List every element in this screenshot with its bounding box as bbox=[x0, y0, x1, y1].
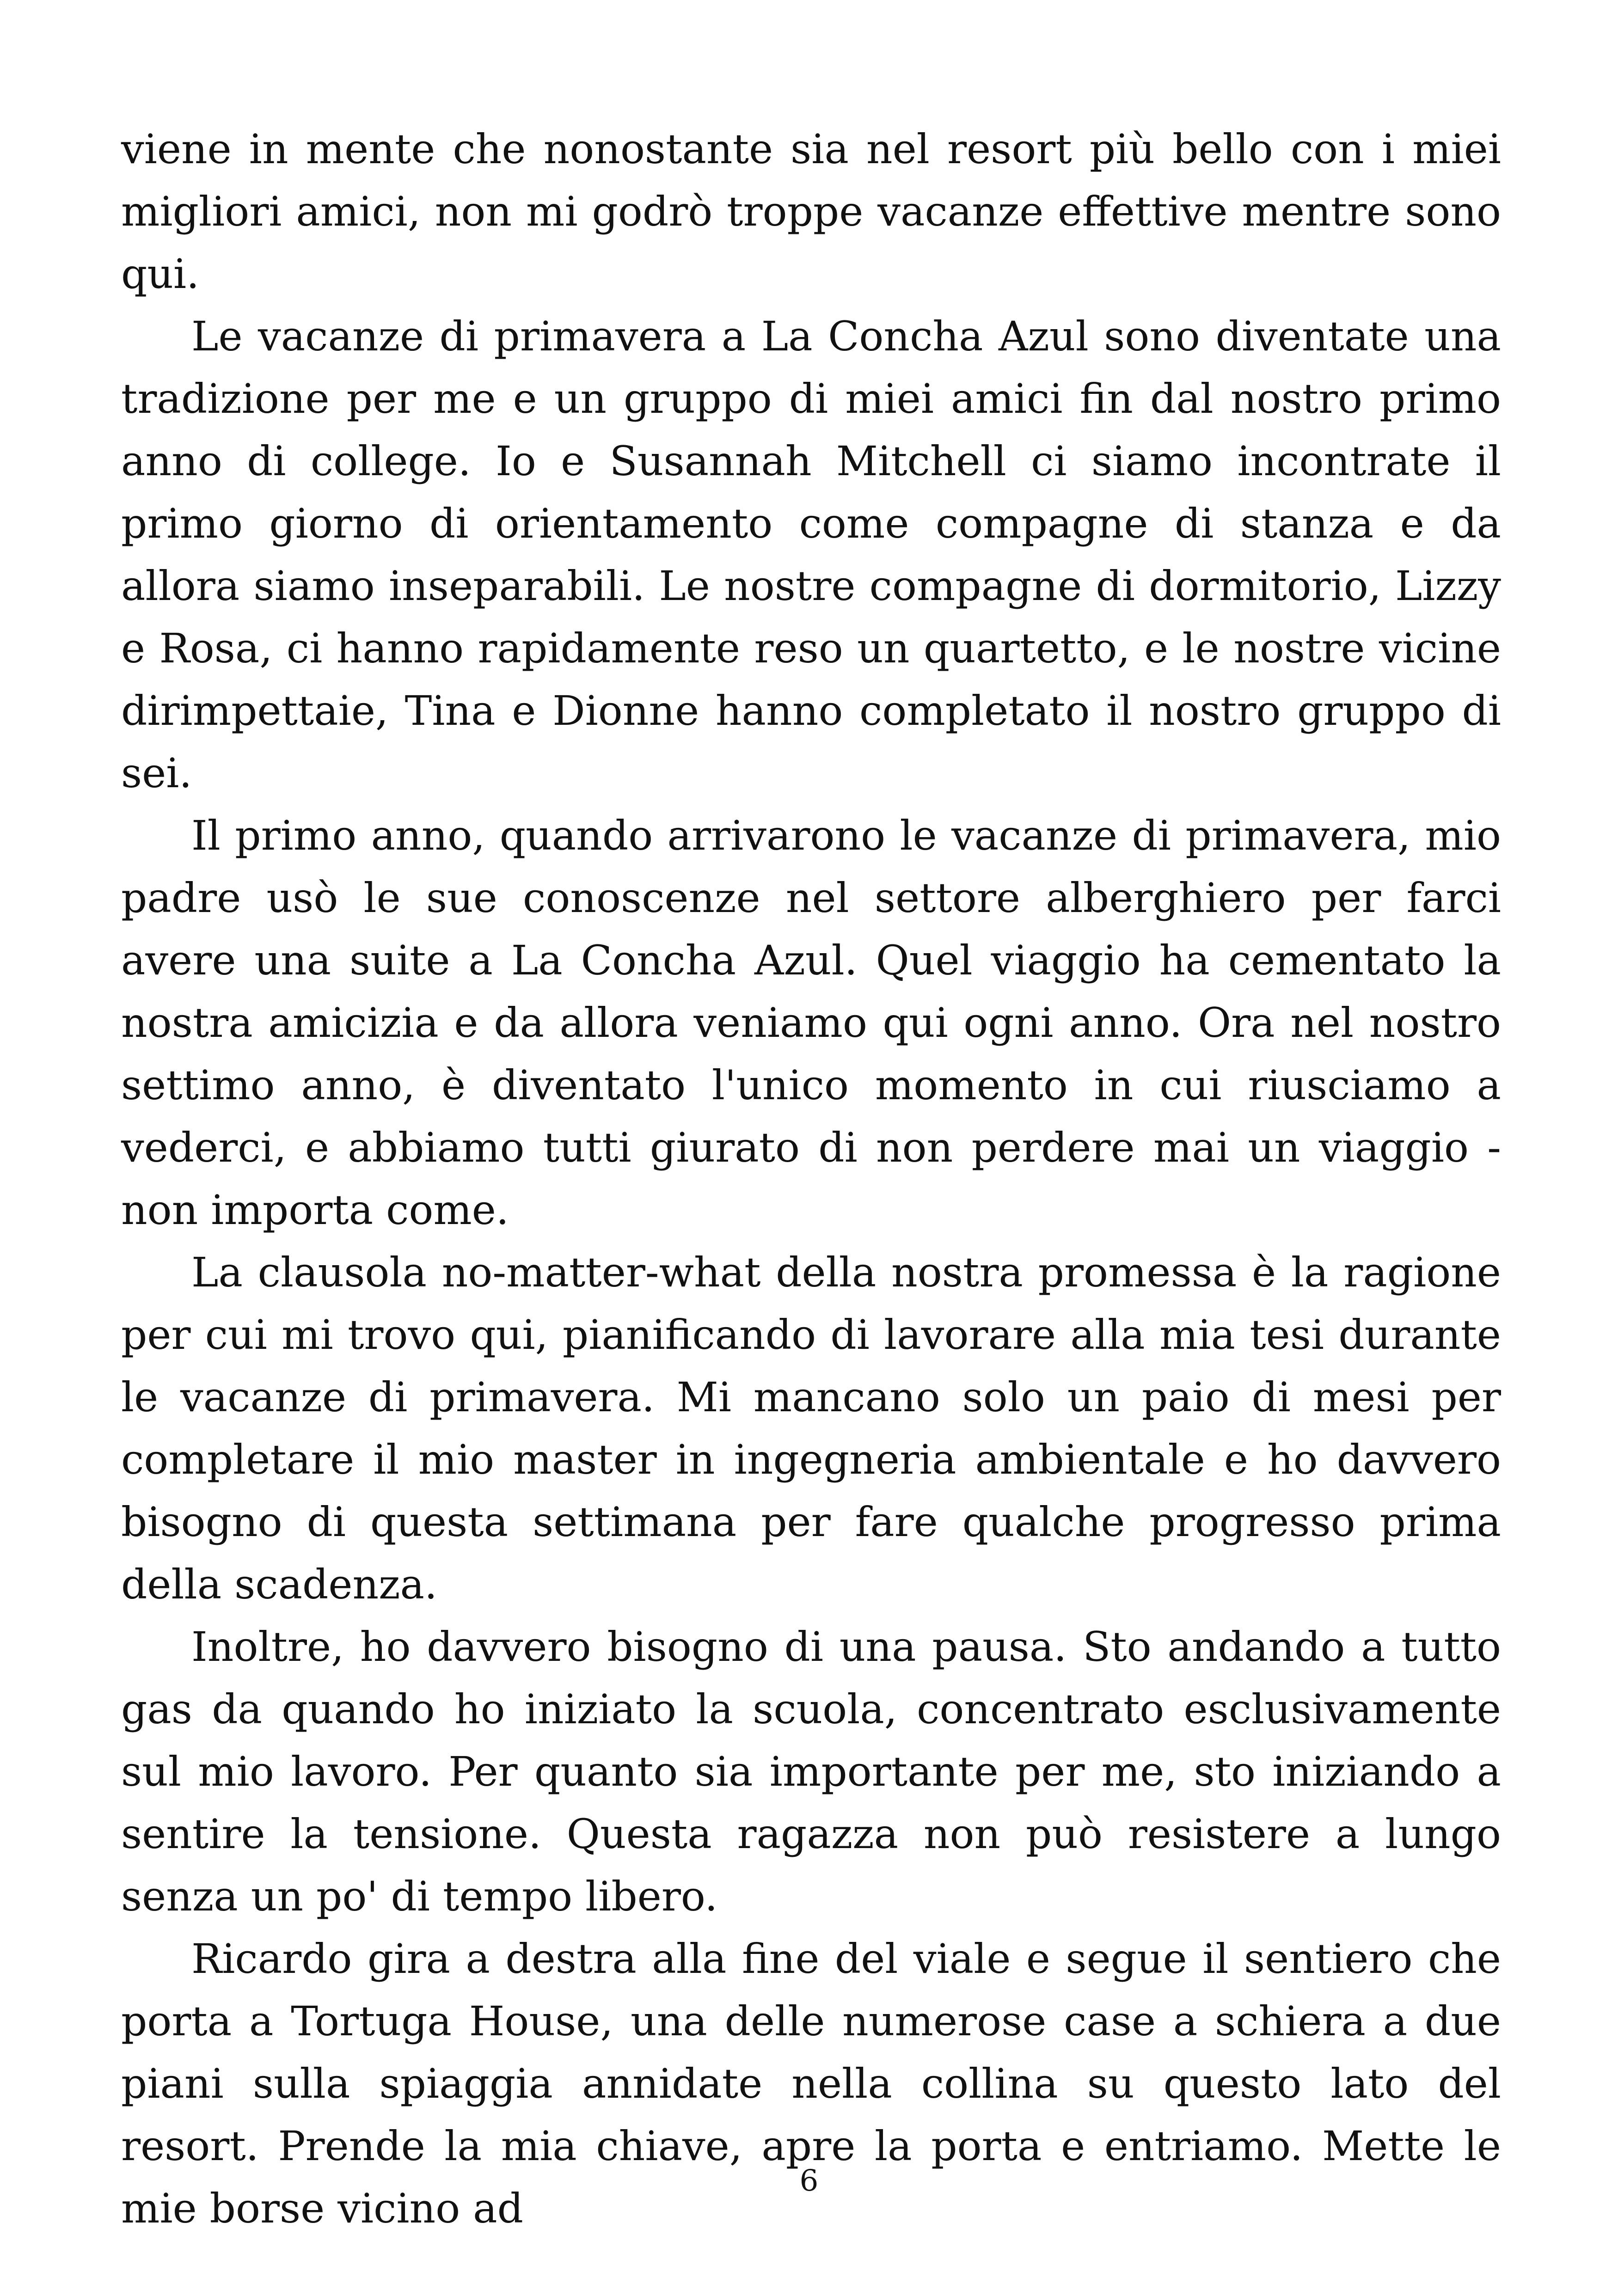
paragraph: Il primo anno, quando arrivarono le vacanze di primavera, mio padre usò le sue conoscenze nel settore alberghiero per farci avere una suite a La Concha Azul. Quel viaggio ha cementato la nostra amicizia e da allora veniamo qui ogni anno. Ora nel nostro settimo anno, è diventato l'unico momento in cui riusciamo a vederci, e abbiamo tutti giurato di non perdere mai un viaggio - non importa come. bbox=[121, 812, 1501, 1234]
paragraph: Le vacanze di primavera a La Concha Azul sono diventate una tradizione per me e un gruppo di miei amici fin dal nostro primo anno di college. Io e Susannah Mitchell ci siamo incontrate il primo giorno di orientamento come compagne di stanza e da allora siamo inseparabili. Le nostre compagne di dormitorio, Lizzy e Rosa, ci hanno rapidamente reso un quartetto, e le nostre vicine dirimpettaie, Tina e Dionne hanno completato il nostro gruppo di sei. bbox=[121, 312, 1501, 797]
paragraph: Inoltre, ho davvero bisogno di una pausa. Sto andando a tutto gas da quando ho iniziato la scuola, concentrato esclusivamente sul mio lavoro. Per quanto sia importante per me, sto iniziando a sentire la tensione. Questa ragazza non può resistere a lungo senza un po' di tempo libero. bbox=[121, 1623, 1501, 1920]
page-number: 6 bbox=[799, 2164, 819, 2198]
paragraph: viene in mente che nonostante sia nel resort più bello con i miei migliori amici, non mi godrò troppe vacanze effettive mentre sono qui. bbox=[121, 125, 1501, 298]
paragraph: La clausola no-matter-what della nostra promessa è la ragione per cui mi trovo qui, pianificando di lavorare alla mia tesi durante le vacanze di primavera. Mi mancano solo un paio di mesi per completare il mio master in ingegneria ambientale e ho davvero bisogno di questa settimana per fare qualche progresso prima della scadenza. bbox=[121, 1249, 1501, 1608]
body-text bbox=[121, 118, 1501, 2240]
paragraph: Ricardo gira a destra alla fine del viale e segue il sentiero che porta a Tortuga House, una delle numerose case a schiera a due piani sulla spiaggia annidate nella collina su questo lato del resort. Prende la mia chiave, apre la porta e entriamo. Mette le mie borse vicino ad bbox=[121, 1935, 1501, 2232]
